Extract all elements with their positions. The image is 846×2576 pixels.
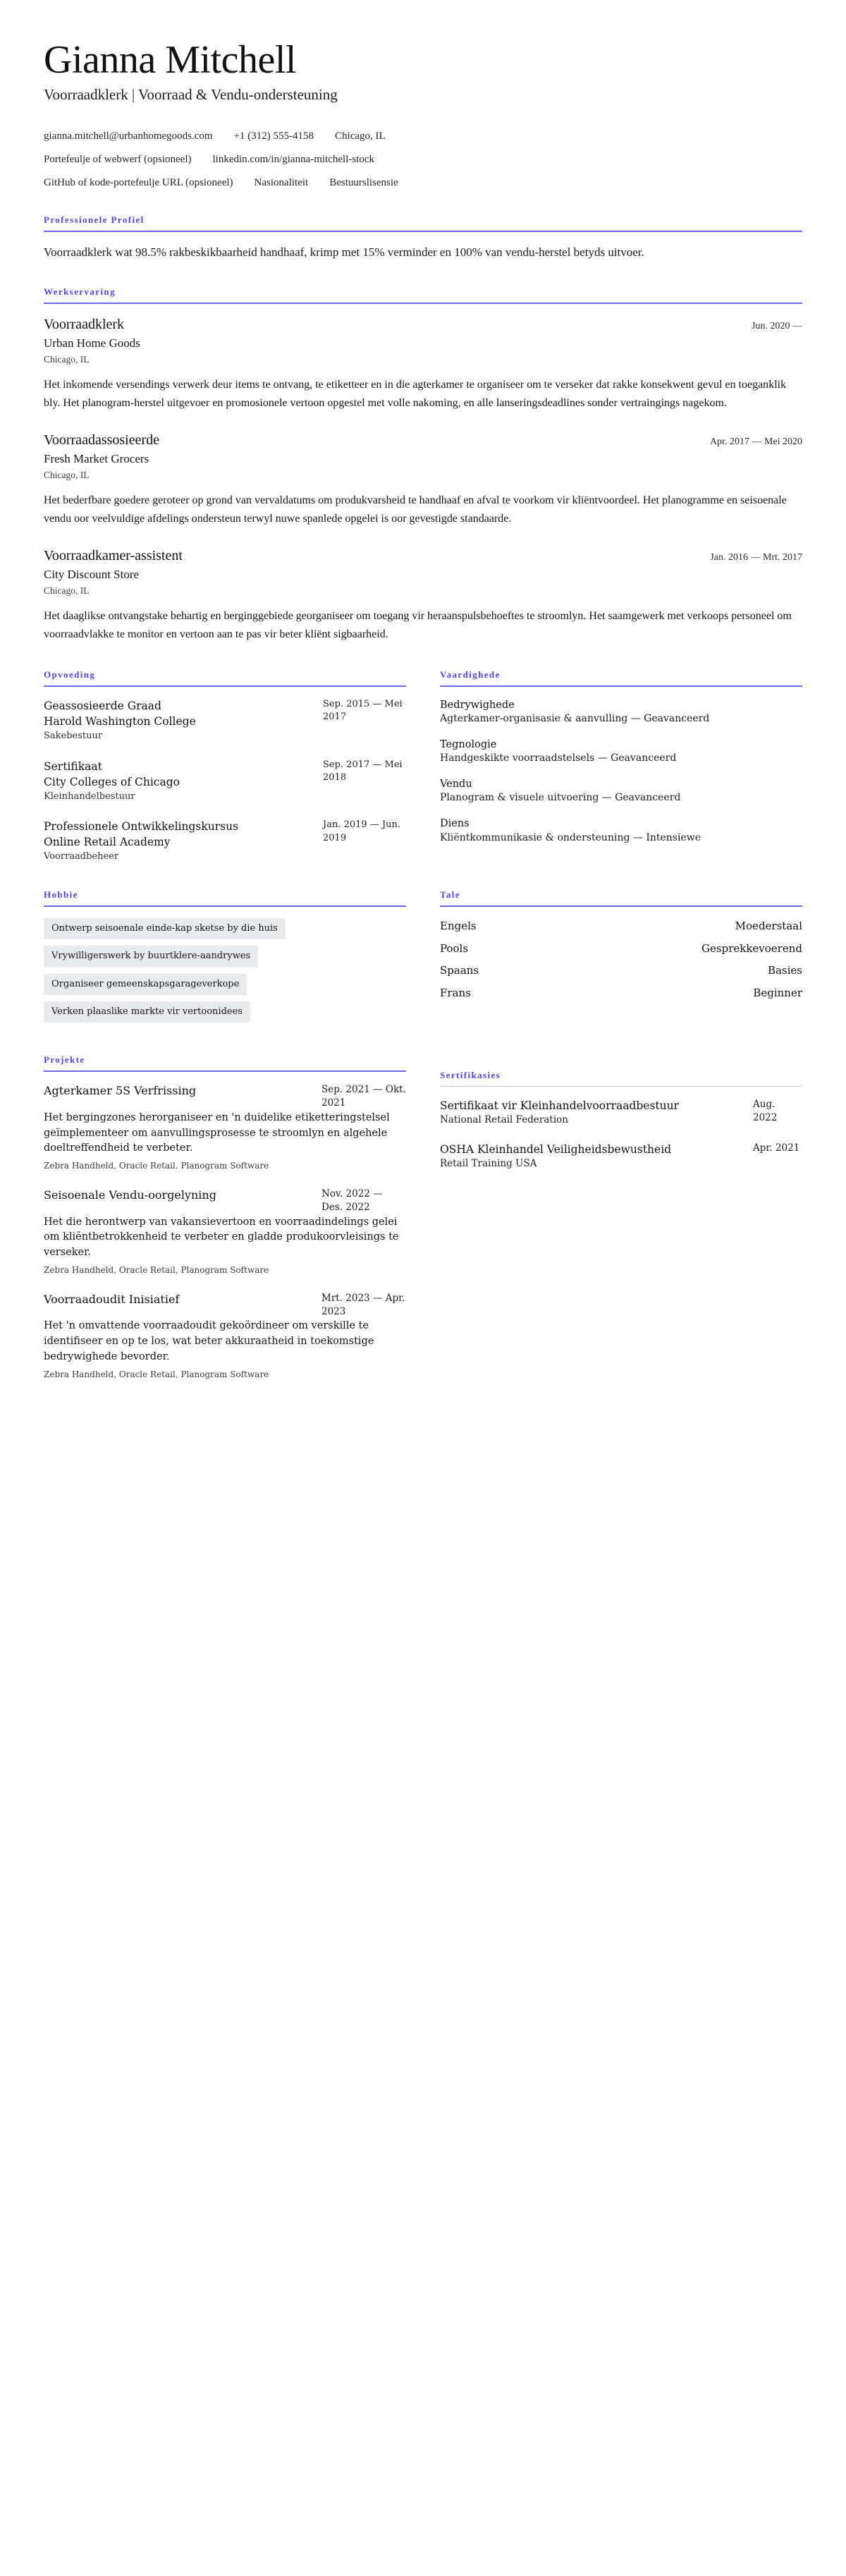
job-description: Het inkomende versendings verwerk deur items te ontvang, te etiketteer en in die agterkamer te organiseer om te verseker dat rakke konsekwent gevul en toeganklik bly. Het planogram-herstel uitgevoer en promosionele vertoon opgestel met volle nakoming, en alle lanseringsdeadlines sonder vertraingings nagekom. bbox=[44, 378, 787, 409]
section-experience bbox=[44, 286, 802, 644]
phone-text: +1 (312) 555-4158 bbox=[233, 130, 314, 142]
certification-details bbox=[440, 1098, 753, 1128]
skill-items: Planogram & visuele uitvoering — Geavanceerd bbox=[440, 792, 681, 804]
certification-date: Apr. 2021 bbox=[753, 1142, 800, 1154]
skill-category: Vendu bbox=[440, 779, 472, 790]
hobby-chip-wrap bbox=[44, 1001, 406, 1029]
certification-date: Aug. 2022 bbox=[753, 1098, 778, 1123]
project-name: Voorraadoudit Inisiatief bbox=[44, 1292, 180, 1306]
skill-items: Handgeskikte voorraadstelsels — Geavanceerd bbox=[440, 752, 677, 764]
experience-item-header bbox=[44, 315, 802, 334]
certification-name: OSHA Kleinhandel Veiligheidsbewustheid bbox=[440, 1142, 672, 1156]
job-description: Het bederfbare goedere geroteer op grond van vervaldatums om produkvarsheid te handhaaf en afval te voorkom vir kliëntvoordeel. Het planogramme en seisoenale vendu oor veelvuldige afdelings ondersteun terwyl nuwe spanlede opgelei is oor gevestigde standaarde. bbox=[44, 494, 787, 525]
section-skills bbox=[440, 669, 802, 846]
skill-category: Tegnologie bbox=[440, 738, 497, 750]
field-of-study: Kleinhandelbestuur bbox=[44, 790, 135, 802]
language-name: Spaans bbox=[440, 964, 479, 977]
contact-block bbox=[44, 129, 802, 190]
project-description: Het die herontwerp van vakansievertoon en voorraadindelings gelei om kliëntbetrokkenheid te verbeter en gladde produkoorvleisings te verseker. bbox=[44, 1216, 399, 1259]
education-item-details bbox=[44, 819, 323, 864]
skill-group bbox=[440, 777, 802, 805]
section-title-experience: Werkservaring bbox=[44, 286, 116, 297]
section-title-education: Opvoeding bbox=[44, 669, 96, 680]
section-divider bbox=[440, 1086, 802, 1087]
project-name: Agterkamer 5S Verfrissing bbox=[44, 1083, 197, 1097]
hobbies-list bbox=[44, 918, 406, 1029]
certification-issuer: Retail Training USA bbox=[440, 1157, 537, 1169]
language-row bbox=[440, 963, 802, 979]
skill-group bbox=[440, 698, 802, 726]
education-dates: Sep. 2017 — Mei 2018 bbox=[323, 759, 403, 783]
projects-list bbox=[44, 1083, 406, 1380]
degree-name: Geassosieerde Graad bbox=[44, 699, 161, 712]
section-divider bbox=[44, 685, 406, 687]
language-level: Gesprekkevoerend bbox=[701, 941, 802, 955]
job-dates: Jan. 2016 — Mrt. 2017 bbox=[710, 551, 802, 563]
project-technologies: Zebra Handheld, Oracle Retail, Planogram Software bbox=[44, 1264, 269, 1275]
languages-list bbox=[440, 918, 802, 1001]
certification-details bbox=[440, 1142, 753, 1171]
project-item bbox=[44, 1083, 406, 1172]
hobby-chip: Organiseer gemeenskapsgarageverkope bbox=[44, 974, 247, 995]
education-item-details bbox=[44, 759, 323, 804]
certification-issuer: National Retail Federation bbox=[440, 1113, 568, 1125]
section-title-hobbies: Hobbie bbox=[44, 889, 78, 901]
education-item bbox=[44, 819, 406, 864]
job-dates: Apr. 2017 — Mei 2020 bbox=[709, 436, 802, 447]
project-item bbox=[44, 1292, 406, 1381]
skill-group bbox=[440, 738, 802, 766]
contact-row-1 bbox=[44, 129, 802, 145]
job-location: Chicago, IL bbox=[44, 354, 90, 365]
section-title-certifications: Sertifikasies bbox=[440, 1069, 501, 1080]
school-name: Harold Washington College bbox=[44, 714, 196, 728]
section-divider bbox=[44, 1070, 406, 1072]
hobby-chip: Verken plaaslike markte vir vertoonidees bbox=[44, 1001, 250, 1023]
certification-item bbox=[440, 1142, 802, 1171]
project-technologies: Zebra Handheld, Oracle Retail, Planogram Software bbox=[44, 1161, 269, 1171]
page-title: Gianna Mitchell bbox=[44, 38, 296, 82]
hobby-chip: Vrywilligerswerk by buurtklere-aandrywes bbox=[44, 946, 258, 967]
experience-list bbox=[44, 315, 802, 644]
section-certifications bbox=[440, 1054, 802, 1171]
education-item bbox=[44, 698, 406, 743]
language-row bbox=[440, 941, 802, 957]
language-name: Pools bbox=[440, 941, 469, 955]
certification-item bbox=[440, 1098, 802, 1128]
experience-item-header bbox=[44, 547, 802, 565]
skill-items: Kliëntkommunikasie & ondersteuning — Intensiewe bbox=[440, 831, 701, 843]
skill-items: Agterkamer-organisasie & aanvulling — Geavanceerd bbox=[440, 712, 710, 724]
education-skills-columns bbox=[44, 669, 802, 865]
job-description: Het daaglikse ontvangstake behartig en berginggebiede georganiseer om toegang vir heraanspulsbehoeftes te stroomlyn. Het saamgewerk met verkoops personeel om voorraadvlakke te monitor en vertoon aan te pas vir beter kliënt sigbaarheid. bbox=[44, 609, 792, 640]
drivers-license-text: Bestuurslisensie bbox=[329, 176, 398, 188]
school-name: City Colleges of Chicago bbox=[44, 775, 180, 788]
section-divider bbox=[44, 303, 802, 304]
language-name: Engels bbox=[440, 920, 477, 933]
section-languages bbox=[440, 889, 802, 1001]
project-dates: Sep. 2021 — Okt. 2021 bbox=[321, 1083, 406, 1109]
project-dates: Nov. 2022 — Des. 2022 bbox=[321, 1188, 383, 1213]
section-divider bbox=[440, 685, 802, 687]
experience-item bbox=[44, 431, 802, 528]
job-location: Chicago, IL bbox=[44, 470, 90, 481]
project-dates: Mrt. 2023 — Apr. 2023 bbox=[321, 1292, 405, 1317]
professional-headline: Voorraadklerk | Voorraad & Vendu-ondersteuning bbox=[44, 85, 338, 103]
linkedin-text[interactable]: linkedin.com/in/gianna-mitchell-stock bbox=[212, 153, 375, 165]
section-projects bbox=[44, 1054, 406, 1380]
resume-header bbox=[44, 39, 802, 190]
field-of-study: Sakebestuur bbox=[44, 730, 103, 741]
email-text: gianna.mitchell@urbanhomegoods.com bbox=[44, 130, 213, 142]
section-divider bbox=[440, 905, 802, 907]
experience-item bbox=[44, 315, 802, 413]
hobby-chip: Ontwerp seisoenale einde-kap sketse by die huis bbox=[44, 918, 286, 939]
certification-name: Sertifikaat vir Kleinhandelvoorraadbestuur bbox=[440, 1099, 680, 1112]
section-profile bbox=[44, 214, 802, 262]
language-row bbox=[440, 918, 802, 934]
github-text: GitHub of kode-portefeulje URL (opsioneel) bbox=[44, 176, 233, 188]
field-of-study: Voorraadbeheer bbox=[44, 851, 119, 862]
contact-row-3 bbox=[44, 176, 802, 191]
degree-name: Sertifikaat bbox=[44, 759, 102, 773]
project-description: Het bergingzones herorganiseer en 'n duidelike etiketteringstelsel geïmplementeer om aanvullingsprosesse te stroomlyn en algehele doeltreffendheid te verbeter. bbox=[44, 1111, 390, 1154]
skills-list bbox=[440, 698, 802, 846]
education-dates: Sep. 2015 — Mei 2017 bbox=[323, 698, 403, 722]
projects-certifications-columns bbox=[44, 1054, 802, 1380]
project-item-header bbox=[44, 1188, 406, 1214]
hobby-chip-wrap bbox=[44, 918, 406, 946]
certifications-list bbox=[440, 1098, 802, 1171]
project-item-header bbox=[44, 1083, 406, 1110]
contact-row-2 bbox=[44, 152, 802, 168]
skill-group bbox=[440, 817, 802, 845]
language-level: Beginner bbox=[753, 986, 802, 999]
section-title-projects: Projekte bbox=[44, 1054, 85, 1065]
profile-summary: Voorraadklerk wat 98.5% rakbeskikbaarheid handhaaf, krimp met 15% verminder en 100% van vendu-herstel betyds uitvoer. bbox=[44, 245, 644, 260]
project-item bbox=[44, 1188, 406, 1276]
section-divider bbox=[44, 231, 802, 232]
job-dates: Jun. 2020 — bbox=[752, 320, 802, 331]
section-title-profile: Professionele Profiel bbox=[44, 214, 145, 226]
project-name: Seisoenale Vendu-oorgelyning bbox=[44, 1188, 216, 1202]
skill-category: Bedrywighede bbox=[440, 699, 515, 711]
project-description: Het 'n omvattende voorraadoudit gekoördineer om verskille te identifiseer en op te los, wat beter akkuraatheid in toekomstige bedrywighede bevorder. bbox=[44, 1320, 374, 1362]
section-hobbies bbox=[44, 889, 406, 1029]
job-title: Voorraadassosieerde bbox=[44, 432, 160, 448]
hobby-chip-wrap bbox=[44, 974, 406, 1001]
project-technologies: Zebra Handheld, Oracle Retail, Planogram Software bbox=[44, 1369, 269, 1379]
location-text: Chicago, IL bbox=[335, 130, 386, 142]
education-list bbox=[44, 698, 406, 865]
job-title: Voorraadkamer-assistent bbox=[44, 547, 183, 563]
school-name: Online Retail Academy bbox=[44, 836, 171, 849]
skill-category: Diens bbox=[440, 818, 470, 830]
experience-item bbox=[44, 547, 802, 644]
job-location: Chicago, IL bbox=[44, 585, 90, 597]
section-title-languages: Tale bbox=[440, 889, 460, 901]
education-dates: Jan. 2019 — Jun. 2019 bbox=[323, 819, 401, 843]
job-title: Voorraadklerk bbox=[44, 316, 125, 332]
hobby-chip-wrap bbox=[44, 946, 406, 973]
language-row bbox=[440, 985, 802, 1001]
company-name: Urban Home Goods bbox=[44, 336, 140, 350]
hobbies-languages-columns bbox=[44, 889, 802, 1029]
section-education bbox=[44, 669, 406, 865]
language-name: Frans bbox=[440, 986, 471, 999]
project-item-header bbox=[44, 1292, 406, 1319]
education-item-details bbox=[44, 698, 323, 743]
nationality-text: Nasionaliteit bbox=[254, 176, 309, 188]
portfolio-text: Portefeulje of webwerf (opsioneel) bbox=[44, 153, 192, 165]
language-level: Moederstaal bbox=[735, 920, 802, 933]
section-divider bbox=[44, 905, 406, 907]
company-name: Fresh Market Grocers bbox=[44, 451, 149, 465]
experience-item-header bbox=[44, 431, 802, 449]
company-name: City Discount Store bbox=[44, 567, 140, 581]
section-title-skills: Vaardighede bbox=[440, 669, 501, 680]
degree-name: Professionele Ontwikkelingskursus bbox=[44, 820, 239, 834]
education-item bbox=[44, 759, 406, 804]
language-level: Basies bbox=[767, 964, 802, 977]
